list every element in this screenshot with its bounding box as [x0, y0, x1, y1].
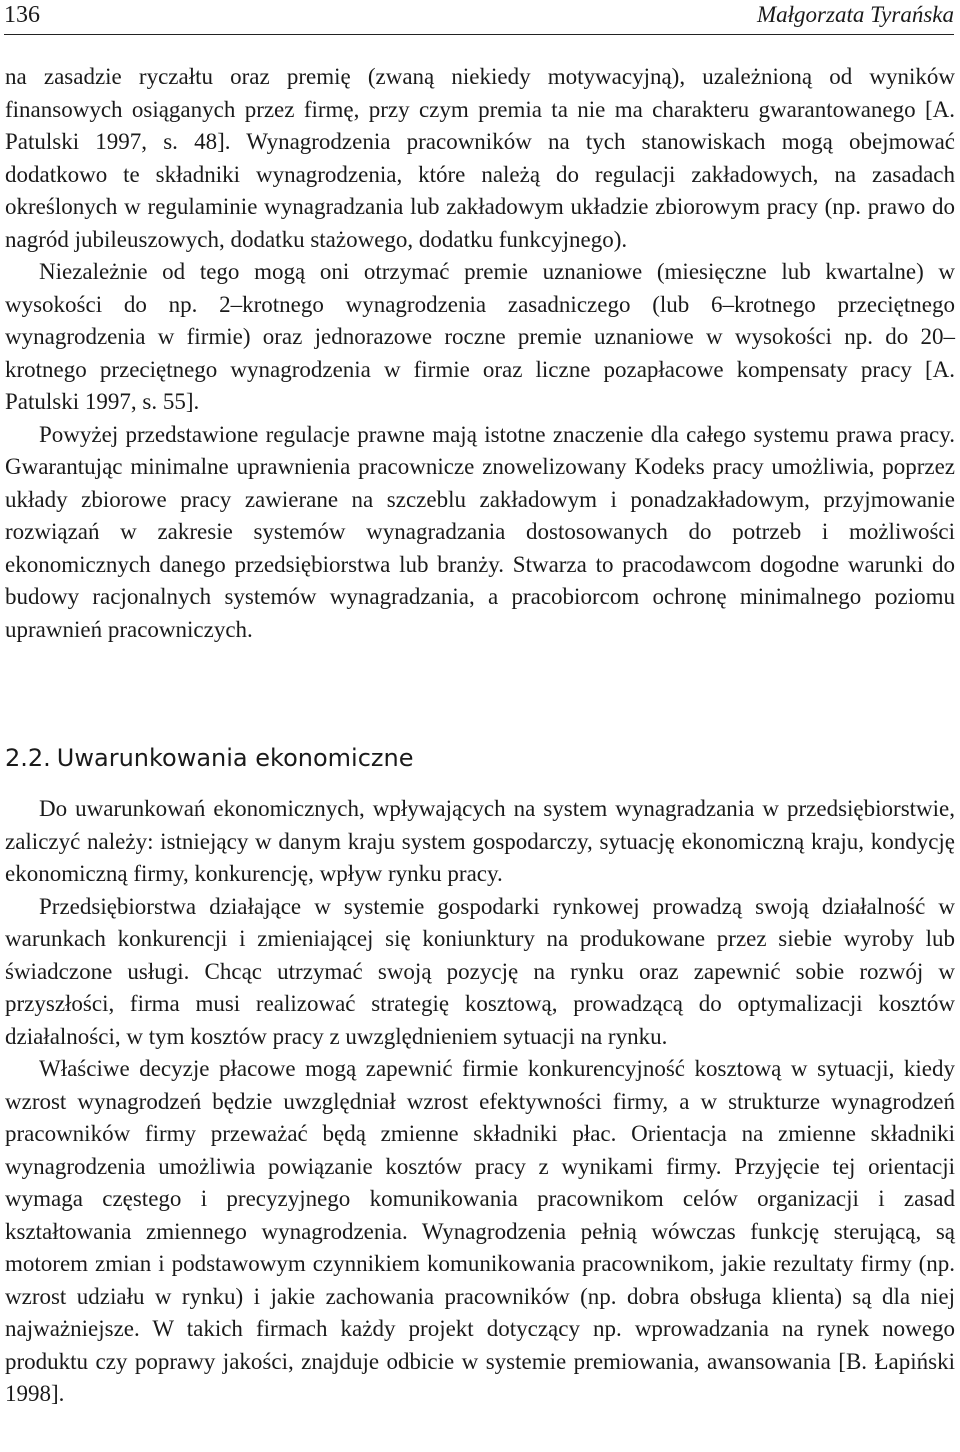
paragraph: na zasadzie ryczałtu oraz premię (zwaną niekiedy motywacyjną), uzależnioną od wyników finansowych osiąganych przez firmę, przy czym premia ta nie ma charakteru gwarantowanego [A. Patulski 1997, s. 48]. Wynagrodzenia pracowników na tych stanowiskach mogą obejmować dodatkowo te składniki wynagrodzenia, które należą do regulacji zakładowych, na zasadach określonych w regulaminie wynagradzania lub zakładowym układzie zbiorowym pracy (np. prawo do nagród jubileuszowych, dodatku stażowego, dodatku funkcyjnego).: [5, 64, 955, 252]
body-text-top: [5, 61, 955, 646]
paragraph: Niezależnie od tego mogą oni otrzymać premie uznaniowe (miesięczne lub kwartalne) w wysokości do np. 2–krotnego wynagrodzenia zasadniczego (lub 6–krotnego przeciętnego wynagrodzenia w firmie) oraz jednorazowe roczne premie uznaniowe w wysokości np. do 20–krotnego przeciętnego wynagrodzenia w firmie oraz liczne pozapłacowe kompensaty pracy [A. Patulski 1997, s. 55].: [5, 259, 955, 414]
section-title: Uwarunkowania ekonomiczne: [56, 744, 414, 772]
section-number: 2.2.: [5, 744, 51, 772]
section-heading: [5, 742, 413, 774]
running-header-author: Małgorzata Tyrańska: [757, 2, 954, 27]
paragraph: Właściwe decyzje płacowe mogą zapewnić firmie konkurencyjność kosztową w sytuacji, kiedy wzrost wynagrodzeń będzie uwzględniał wzrost efektywności firmy, a w strukturze wynagrodzeń pracowników firmy przeważać będą zmienne składniki płac. Orientacja na zmienne składniki wynagrodzenia umożliwia powiązanie kosztów pracy z wynikami firmy. Przyjęcie tej orientacji wymaga częstego i precyzyjnego komunikowania pracownikom celów organizacji i zasad kształtowania zmiennego wynagrodzenia. Wynagrodzenia pełnią wówczas funkcję sterującą, są motorem zmian i podstawowym czynnikiem komunikowania pracownikom, jakie rezultaty firmy (np. wzrost udziału w rynku) i jakie zachowania pracowników (np. dobra obsługa klienta) są dla niej najważniejsze. W takich firmach każdy projekt dotyczący np. wprowadzania na rynek nowego produktu czy poprawy jakości, znajduje odbicie w systemie premiowania, awansowania [B. Łapiński 1998].: [5, 1056, 955, 1406]
body-text-bottom: [5, 793, 955, 1411]
paragraph: Powyżej przedstawione regulacje prawne mają istotne znaczenie dla całego systemu prawa pracy. Gwarantując minimalne uprawnienia pracownicze znowelizowany Kodeks pracy umożliwia, poprzez układy zbiorowe pracy zawierane na szczeblu zakładowym i ponadzakładowym, przyjmowanie rozwiązań w zakresie systemów wynagradzania dostosowanych do potrzeb i możliwości ekonomicznych danego przedsiębiorstwa lub branży. Stwarza to pracodawcom dogodne warunki do budowy racjonalnych systemów wynagradzania, a pracobiorcom ochronę minimalnego poziomu uprawnień pracowniczych.: [5, 421, 955, 642]
page-number: 136: [4, 2, 40, 28]
paragraph: Przedsiębiorstwa działające w systemie gospodarki rynkowej prowadzą swoją działalność w warunkach konkurencji i zmieniającej się koniunktury na produkowane przez siebie wyroby lub świadczone usługi. Chcąc utrzymać swoją pozycję na rynku oraz zapewnić sobie rozwój w przyszłości, firma musi realizować strategię kosztową, prowadzącą do optymalizacji kosztów działalności, w tym kosztów pracy z uwzględnieniem sytuacji na rynku.: [5, 893, 955, 1049]
running-header: [4, 0, 954, 35]
paragraph: Do uwarunkowań ekonomicznych, wpływających na system wynagradzania w przedsiębiorstwie, zaliczyć należy: istniejący w danym kraju system gospodarczy, sytuację ekonomiczną kraju, kondycję ekonomiczną firmy, konkurencję, wpływ rynku pracy.: [5, 796, 955, 886]
